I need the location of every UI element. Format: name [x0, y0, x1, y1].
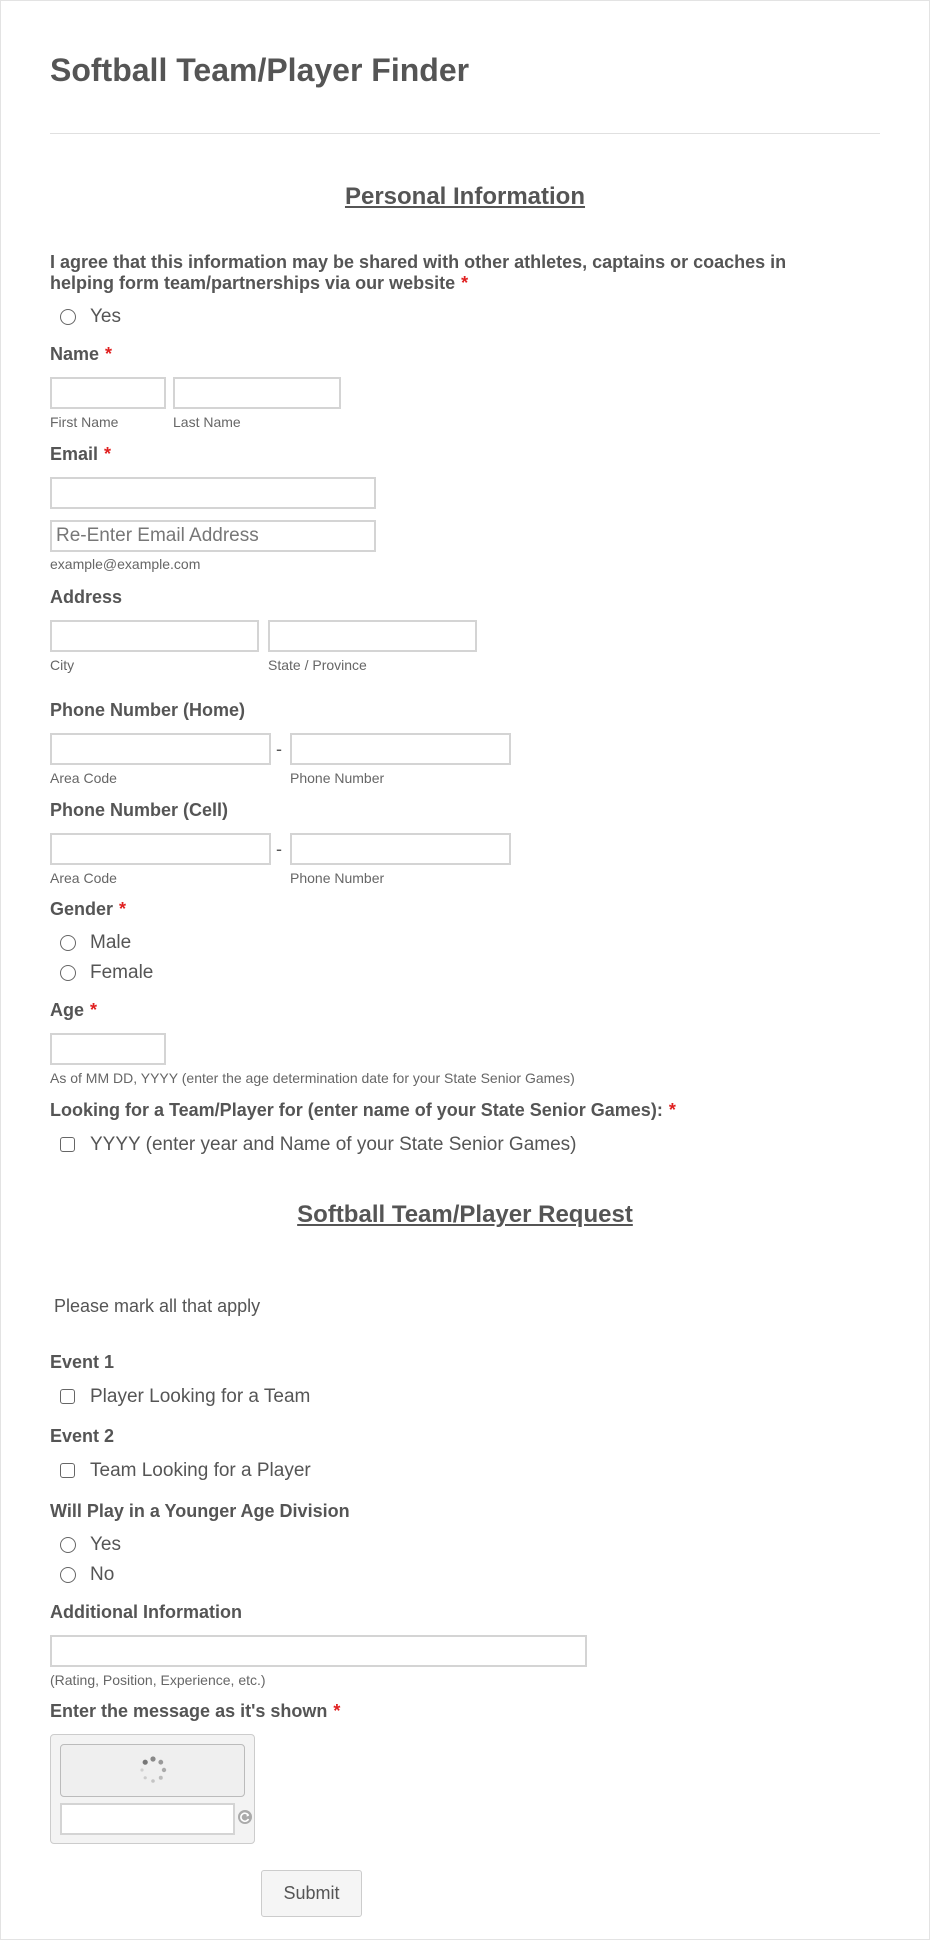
phone-home-number-input[interactable]	[290, 733, 511, 765]
page-title: Softball Team/Player Finder	[50, 52, 470, 88]
state-input[interactable]	[268, 620, 477, 652]
mark-all-text: Please mark all that apply	[54, 1296, 261, 1316]
phone-cell-separator: -	[276, 839, 282, 859]
required-marker: *	[104, 444, 112, 464]
phone-cell-number-input[interactable]	[290, 833, 511, 865]
address-label: Address	[50, 587, 123, 607]
younger-no-label: No	[90, 1564, 115, 1585]
event2-option-label: Team Looking for a Player	[90, 1460, 311, 1481]
last-name-sublabel: Last Name	[173, 414, 241, 430]
additional-info-label: Additional Information	[50, 1602, 242, 1622]
required-marker: *	[105, 344, 113, 364]
required-marker: *	[333, 1701, 341, 1721]
phone-home-area-sublabel: Area Code	[50, 770, 117, 786]
event1-option-label: Player Looking for a Team	[90, 1386, 311, 1407]
email-hint: example@example.com	[50, 556, 201, 572]
consent-yes-label: Yes	[90, 306, 121, 327]
younger-division-label: Will Play in a Younger Age Division	[50, 1501, 350, 1521]
looking-label	[50, 1100, 676, 1121]
gender-label-text: Gender	[50, 899, 114, 919]
phone-home-label: Phone Number (Home)	[50, 700, 246, 720]
captcha-input[interactable]	[60, 1803, 235, 1835]
phone-cell-label: Phone Number (Cell)	[50, 800, 229, 820]
looking-option-label: YYYY (enter year and Name of your State Senior Games)	[90, 1134, 577, 1155]
gender-female-label: Female	[90, 962, 154, 983]
email-label-text: Email	[50, 444, 99, 464]
reenter-email-input[interactable]: Re-Enter Email Address	[50, 520, 376, 552]
captcha-widget	[50, 1734, 255, 1844]
refresh-icon[interactable]	[237, 1809, 253, 1825]
required-marker: *	[668, 1100, 676, 1120]
gender-label	[50, 899, 126, 920]
required-marker: *	[90, 1000, 98, 1020]
captcha-label	[50, 1701, 340, 1722]
last-name-input[interactable]	[173, 377, 341, 409]
younger-no-radio[interactable]	[60, 1567, 76, 1583]
event2-label: Event 2	[50, 1426, 115, 1446]
required-marker: *	[119, 899, 127, 919]
age-label	[50, 1000, 97, 1021]
event1-checkbox[interactable]	[60, 1389, 75, 1404]
email-label	[50, 444, 111, 465]
captcha-label-text: Enter the message as it's shown	[50, 1701, 328, 1721]
phone-cell-area-input[interactable]	[50, 833, 271, 865]
additional-info-input[interactable]	[50, 1635, 587, 1667]
consent-label	[50, 252, 850, 294]
event1-label: Event 1	[50, 1352, 115, 1372]
younger-yes-radio[interactable]	[60, 1537, 76, 1553]
captcha-image	[60, 1744, 245, 1797]
name-label	[50, 344, 112, 365]
phone-cell-area-sublabel: Area Code	[50, 870, 117, 886]
looking-checkbox[interactable]	[60, 1137, 75, 1152]
phone-home-area-input[interactable]	[50, 733, 271, 765]
first-name-input[interactable]	[50, 377, 166, 409]
gender-male-radio[interactable]	[60, 935, 76, 951]
first-name-sublabel: First Name	[50, 414, 119, 430]
phone-home-separator: -	[276, 739, 282, 759]
city-input[interactable]	[50, 620, 259, 652]
name-label-text: Name	[50, 344, 100, 364]
event2-checkbox[interactable]	[60, 1463, 75, 1478]
title-divider	[50, 133, 880, 134]
gender-male-label: Male	[90, 932, 132, 953]
city-sublabel: City	[50, 657, 75, 673]
age-input[interactable]	[50, 1033, 166, 1065]
age-hint: As of MM DD, YYYY (enter the age determination date for your State Senior Games)	[50, 1070, 575, 1086]
looking-label-text: Looking for a Team/Player for (enter name of your State Senior Games):	[50, 1100, 663, 1120]
phone-home-number-sublabel: Phone Number	[290, 770, 385, 786]
spinner-icon	[138, 1755, 168, 1785]
age-label-text: Age	[50, 1000, 85, 1020]
submit-button[interactable]: Submit	[261, 1870, 362, 1917]
email-input[interactable]	[50, 477, 376, 509]
gender-female-radio[interactable]	[60, 965, 76, 981]
state-sublabel: State / Province	[268, 657, 367, 673]
phone-cell-number-sublabel: Phone Number	[290, 870, 385, 886]
additional-info-hint: (Rating, Position, Experience, etc.)	[50, 1672, 266, 1688]
section-softball-request: Softball Team/Player Request	[297, 1201, 633, 1228]
consent-yes-radio[interactable]	[60, 309, 76, 325]
section-personal-information: Personal Information	[344, 183, 586, 210]
consent-label-text: I agree that this information may be shared with other athletes, captains or coaches in helping form team/partnerships via our website	[50, 252, 787, 293]
required-marker: *	[461, 273, 469, 293]
younger-yes-label: Yes	[90, 1534, 121, 1555]
